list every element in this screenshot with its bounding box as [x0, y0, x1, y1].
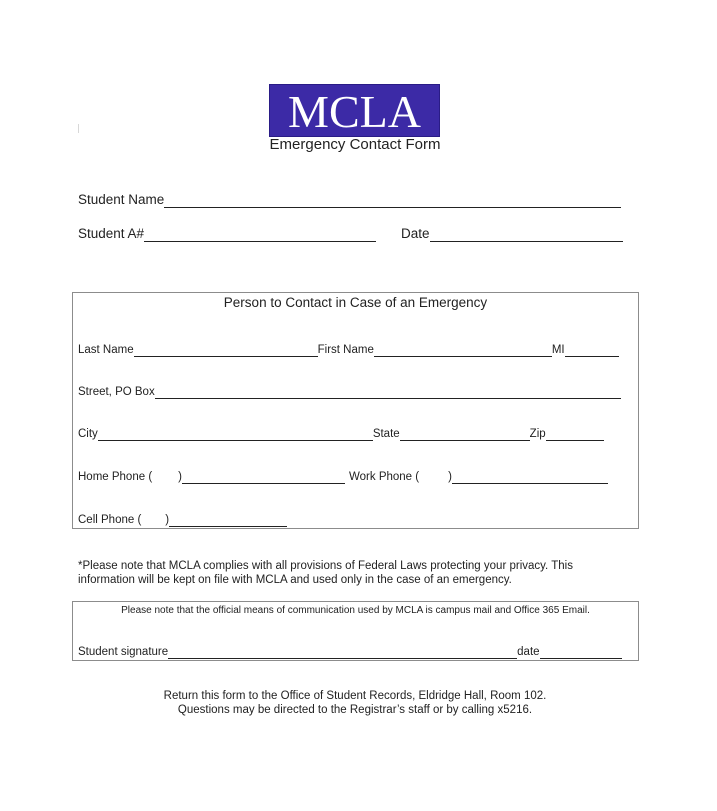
- work-phone-label: Work Phone (: [349, 471, 420, 483]
- cell-phone-row: [78, 513, 287, 527]
- city-row: [78, 427, 604, 441]
- name-row: [78, 343, 619, 357]
- first-name-field[interactable]: [374, 343, 552, 357]
- first-name-label: First Name: [317, 344, 374, 356]
- student-date-row: [401, 226, 623, 242]
- form-title: Emergency Contact Form: [269, 136, 441, 153]
- student-date-field[interactable]: [430, 228, 623, 242]
- student-id-field[interactable]: [144, 228, 376, 242]
- student-name-label: Student Name: [78, 192, 165, 207]
- privacy-note-line2: information will be kept on file with MCLA and used only in the case of an emergency.: [78, 574, 512, 586]
- mi-field[interactable]: [565, 343, 619, 357]
- mcla-logo: MCLA: [269, 84, 440, 137]
- signature-field[interactable]: [168, 645, 517, 659]
- state-label: State: [372, 428, 400, 440]
- signature-row: [78, 645, 622, 659]
- mi-label: MI: [551, 344, 565, 356]
- last-name-field[interactable]: [134, 343, 318, 357]
- student-id-label: Student A#: [78, 226, 145, 241]
- phone-row: [78, 470, 608, 484]
- zip-label: Zip: [529, 428, 546, 440]
- student-name-field[interactable]: [164, 194, 621, 208]
- home-phone-label: Home Phone (: [78, 471, 153, 483]
- cell-phone-close: ): [165, 514, 170, 526]
- home-phone-field[interactable]: [182, 470, 345, 484]
- signature-date-field[interactable]: [540, 645, 622, 659]
- privacy-note-line1: *Please note that MCLA complies with all provisions of Federal Laws protecting your privacy. This: [78, 560, 573, 572]
- footer-line-2: Questions may be directed to the Registrar’s staff or by calling x5216.: [177, 704, 533, 716]
- communication-note: Please note that the official means of communication used by MCLA is campus mail and Office 365 Email.: [121, 605, 590, 616]
- student-name-row: [78, 192, 621, 208]
- home-phone-close: ): [178, 471, 182, 483]
- emergency-contact-title: Person to Contact in Case of an Emergency: [223, 295, 488, 310]
- signature-date-label: date: [517, 646, 540, 658]
- last-name-label: Last Name: [78, 344, 134, 356]
- footer-line-1: Return this form to the Office of Student Records, Eldridge Hall, Room 102.: [163, 690, 547, 702]
- scan-mark: [78, 124, 79, 133]
- cell-phone-label: Cell Phone (: [78, 514, 142, 526]
- work-phone-field[interactable]: [452, 470, 608, 484]
- student-id-row: [78, 226, 376, 242]
- student-date-label: Date: [401, 226, 430, 241]
- street-row: [78, 385, 621, 399]
- state-field[interactable]: [400, 427, 530, 441]
- city-label: City: [78, 428, 98, 440]
- cell-phone-field[interactable]: [169, 513, 287, 527]
- street-field[interactable]: [155, 385, 621, 399]
- zip-field[interactable]: [546, 427, 604, 441]
- signature-label: Student signature: [78, 646, 169, 658]
- city-field[interactable]: [98, 427, 373, 441]
- street-label: Street, PO Box: [78, 386, 155, 398]
- emergency-contact-box: [72, 292, 639, 529]
- work-phone-close: ): [448, 471, 452, 483]
- privacy-note: [78, 559, 638, 587]
